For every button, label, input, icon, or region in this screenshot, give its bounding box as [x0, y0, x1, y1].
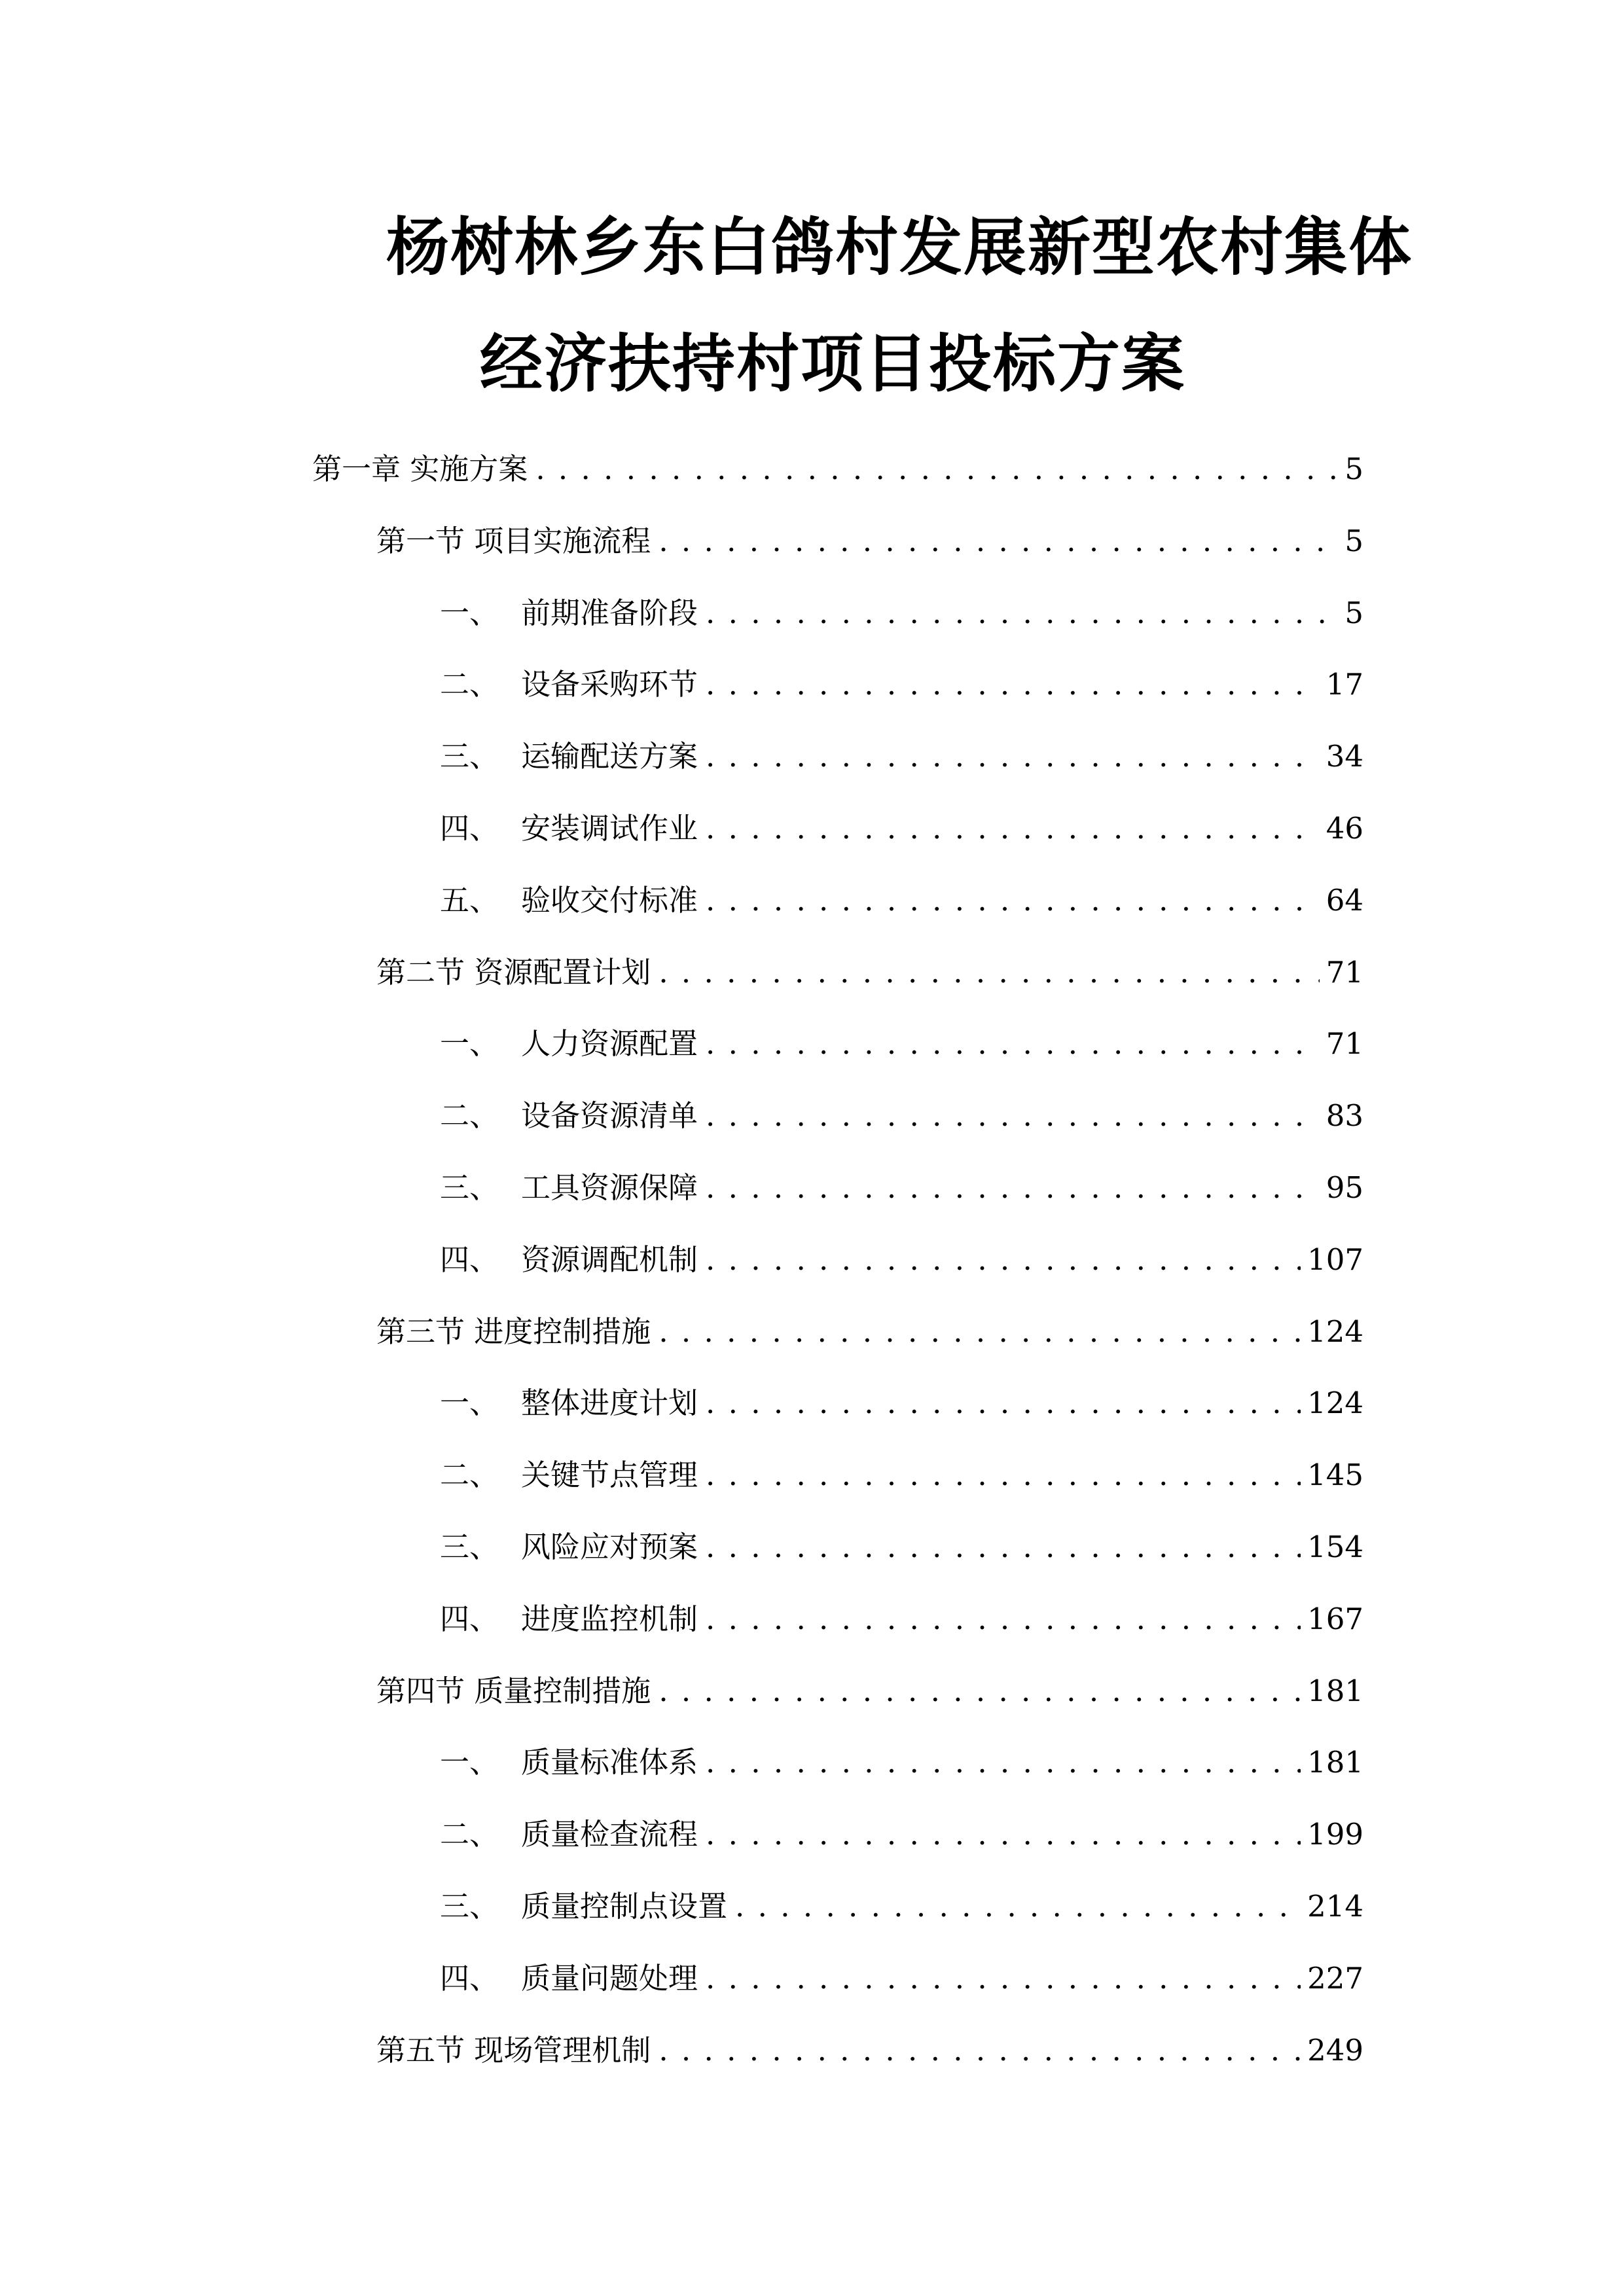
toc-dot-leader [659, 520, 1338, 563]
toc-page-number: 199 [1307, 1817, 1363, 1852]
toc-entry-number: 四、 [440, 811, 499, 846]
toc-entry-label: 设备采购环节 [521, 667, 698, 702]
toc-page-number: 124 [1307, 1314, 1363, 1349]
toc-entry-number: 三、 [440, 1170, 499, 1205]
toc-entry-number: 二、 [440, 1817, 499, 1852]
toc-entry-number: 一、 [440, 1745, 499, 1780]
toc-dot-leader [659, 2029, 1301, 2072]
toc-page-number: 5 [1344, 596, 1363, 630]
toc-dot-leader [659, 951, 1319, 994]
toc-dot-leader [706, 1094, 1320, 1138]
toc-page-number: 227 [1307, 1961, 1363, 1996]
toc-page-number: 181 [1307, 1674, 1363, 1708]
toc-page-number: 17 [1326, 667, 1363, 702]
toc-entry-label: 质量标准体系 [521, 1745, 698, 1780]
toc-entry-label: 第三节 进度控制措施 [376, 1314, 651, 1349]
toc-page-number: 154 [1307, 1530, 1363, 1564]
toc-dot-leader [706, 592, 1338, 635]
toc-entry-label: 第四节 质量控制措施 [376, 1674, 651, 1708]
toc-entry-label: 风险应对预案 [521, 1530, 698, 1564]
toc-page-number: 181 [1307, 1745, 1363, 1780]
document-title-line-1: 杨树林乡东白鸽村发展新型农村集体 [386, 211, 1413, 284]
toc-entry-label: 运输配送方案 [521, 739, 698, 774]
toc-dot-leader [735, 1885, 1301, 1928]
toc-entry[interactable] [440, 1813, 1363, 1856]
toc-page-number: 249 [1307, 2033, 1363, 2068]
toc-page-number: 34 [1326, 739, 1363, 774]
toc-entry-number: 三、 [440, 1889, 499, 1924]
toc-dot-leader [706, 1957, 1301, 2000]
toc-entry[interactable] [440, 1166, 1363, 1210]
toc-entry-number: 二、 [440, 1098, 499, 1133]
toc-entry-label: 安装调试作业 [521, 811, 698, 846]
toc-entry-label: 关键节点管理 [521, 1458, 698, 1492]
toc-entry[interactable] [440, 1741, 1363, 1784]
toc-entry[interactable] [440, 1094, 1363, 1138]
toc-entry[interactable] [376, 951, 1363, 994]
toc-dot-leader [706, 1022, 1320, 1066]
toc-entry-label: 第二节 资源配置计划 [376, 955, 651, 990]
toc-entry[interactable] [440, 1885, 1363, 1928]
toc-dot-leader [706, 1166, 1320, 1210]
toc-entry[interactable] [440, 1238, 1363, 1282]
toc-page-number: 95 [1326, 1170, 1363, 1205]
toc-page-number: 167 [1307, 1602, 1363, 1636]
toc-dot-leader [706, 1526, 1301, 1569]
toc-entry-number: 三、 [440, 1530, 499, 1564]
toc-entry[interactable] [440, 1454, 1363, 1497]
toc-entry-label: 人力资源配置 [521, 1026, 698, 1061]
toc-dot-leader [706, 663, 1320, 706]
toc-entry[interactable] [440, 1598, 1363, 1641]
toc-entry-label: 验收交付标准 [521, 883, 698, 918]
toc-entry-number: 四、 [440, 1961, 499, 1996]
toc-entry[interactable] [312, 448, 1363, 491]
toc-entry[interactable] [376, 1670, 1363, 1713]
toc-dot-leader [706, 1741, 1301, 1784]
toc-page-number: 124 [1307, 1386, 1363, 1420]
toc-entry-label: 质量问题处理 [521, 1961, 698, 1996]
toc-entry-label: 资源调配机制 [521, 1242, 698, 1277]
toc-dot-leader [706, 879, 1320, 922]
toc-entry[interactable] [440, 879, 1363, 922]
toc-entry-number: 三、 [440, 739, 499, 774]
toc-entry-label: 整体进度计划 [521, 1386, 698, 1420]
toc-page-number: 71 [1326, 1026, 1363, 1061]
toc-dot-leader [706, 1813, 1301, 1856]
toc-page-number: 5 [1344, 524, 1363, 558]
toc-page-number: 83 [1326, 1098, 1363, 1133]
toc-entry-number: 一、 [440, 596, 499, 630]
toc-entry-number: 二、 [440, 667, 499, 702]
toc-entry-number: 五、 [440, 883, 499, 918]
toc-dot-leader [706, 735, 1320, 778]
toc-dot-leader [659, 1310, 1301, 1354]
toc-entry[interactable] [440, 735, 1363, 778]
toc-entry-label: 第一节 项目实施流程 [376, 524, 651, 558]
toc-entry[interactable] [440, 807, 1363, 850]
toc-entry[interactable] [440, 1957, 1363, 2000]
toc-entry-label: 第一章 实施方案 [312, 452, 528, 486]
toc-entry-label: 进度监控机制 [521, 1602, 698, 1636]
toc-entry-number: 四、 [440, 1602, 499, 1636]
toc-page-number: 46 [1326, 811, 1363, 846]
toc-page-number: 145 [1307, 1458, 1363, 1492]
toc-entry-label: 第五节 现场管理机制 [376, 2033, 651, 2068]
toc-page-number: 5 [1344, 452, 1363, 486]
toc-entry-label: 前期准备阶段 [521, 596, 698, 630]
toc-dot-leader [706, 1454, 1301, 1497]
toc-entry[interactable] [440, 1022, 1363, 1066]
toc-entry-label: 质量控制点设置 [521, 1889, 728, 1924]
toc-entry[interactable] [440, 663, 1363, 706]
toc-dot-leader [706, 807, 1320, 850]
toc-entry[interactable] [376, 2029, 1363, 2072]
toc-page-number: 64 [1326, 883, 1363, 918]
toc-dot-leader [706, 1382, 1301, 1425]
toc-dot-leader [535, 448, 1338, 491]
toc-entry-number: 一、 [440, 1026, 499, 1061]
toc-entry[interactable] [440, 592, 1363, 635]
document-title-line-2: 经济扶持村项目投标方案 [480, 327, 1185, 401]
toc-entry-number: 四、 [440, 1242, 499, 1277]
toc-page-number: 107 [1307, 1242, 1363, 1277]
toc-entry-label: 工具资源保障 [521, 1170, 698, 1205]
toc-entry-number: 一、 [440, 1386, 499, 1420]
toc-page-number: 214 [1307, 1889, 1363, 1924]
toc-entry[interactable] [376, 1310, 1363, 1354]
toc-entry-label: 质量检查流程 [521, 1817, 698, 1852]
toc-page-number: 71 [1326, 955, 1363, 990]
toc-entry[interactable] [440, 1382, 1363, 1425]
toc-entry[interactable] [440, 1526, 1363, 1569]
toc-entry-label: 设备资源清单 [521, 1098, 698, 1133]
toc-dot-leader [706, 1598, 1301, 1641]
toc-entry[interactable] [376, 520, 1363, 563]
toc-dot-leader [706, 1238, 1301, 1282]
toc-dot-leader [659, 1670, 1301, 1713]
toc-entry-number: 二、 [440, 1458, 499, 1492]
